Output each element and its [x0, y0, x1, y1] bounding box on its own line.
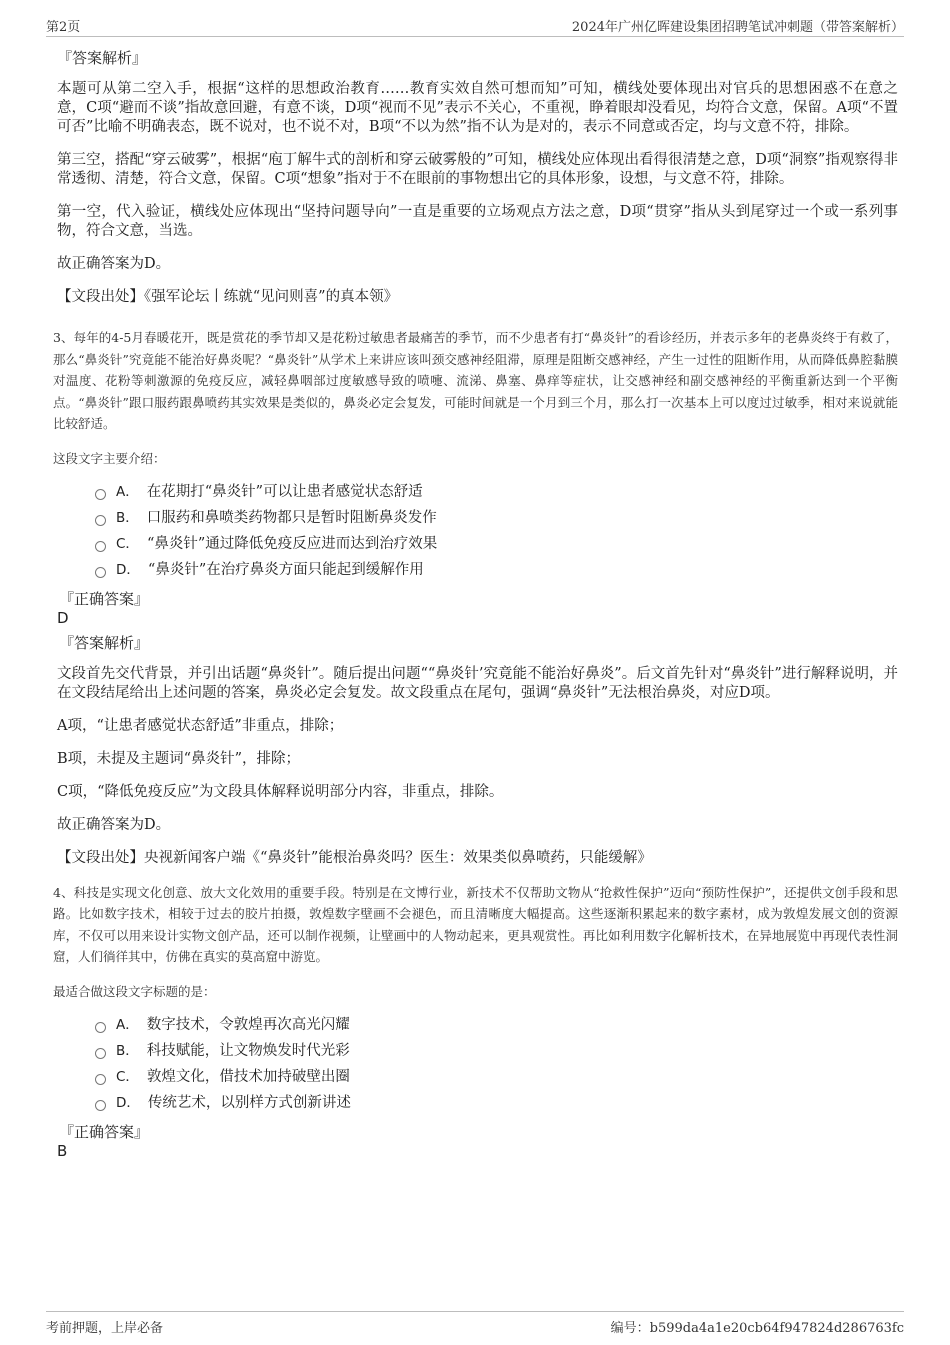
page-number: 第2页	[46, 20, 81, 35]
question-prompt: 这段文字主要介绍：	[53, 450, 166, 466]
page-header	[46, 14, 904, 37]
radio-icon[interactable]	[95, 515, 106, 526]
question-text: 3、每年的4-5月春暖花开，既是赏花的季节却又是花粉过敏患者最痛苦的季节，而不少患者有打“鼻炎针”的看诊经历，并表示多年的老鼻炎终于有救了，那么“鼻炎针”究竟能不能治好鼻炎呢？“鼻炎针”从学术上来讲应该叫颈交感神经阻滞，原理是阻断交感神经，产生一过性的阻断作用，从而降低鼻腔黏膜对温度、花粉等刺激源的免疫反应，减轻鼻咽部过度敏感导致的喷嚏、流涕、鼻塞、鼻痒等症状，让交感神经和副交感神经的平衡重新达到一个平衡点。“鼻炎针”跟口服药跟鼻喷药其实效果是类似的，鼻炎必定会复发，可能时间就是一个月到三个月，那么打一次基本上可以度过过敏季，相对来说就能比较舒适。	[53, 330, 898, 431]
option-a[interactable]: A． 在花期打“鼻炎针”可以让患者感觉状态舒适	[95, 479, 898, 505]
correct-answer-label: 『正确答案』	[59, 1122, 150, 1141]
correct-answer-value: B	[57, 1141, 68, 1160]
analysis-paragraph: B项，未提及主题词“鼻炎针”，排除；	[57, 750, 300, 767]
page-content	[53, 44, 898, 1160]
options-list	[95, 1012, 898, 1116]
document-code: 编号：b599da4a1e20cb64f947824d286763fc	[610, 1321, 904, 1336]
footer-slogan: 考前押题，上岸必备	[46, 1321, 164, 1336]
option-c[interactable]: C． 敦煌文化，借技术加持破壁出圈	[95, 1064, 898, 1090]
analysis-conclusion: 故正确答案为D。	[57, 256, 171, 272]
analysis-paragraph: 文段首先交代背景，并引出话题“鼻炎针”。随后提出问题““鼻炎针’究竟能不能治好鼻炎”。后文首先针对“鼻炎针”进行解释说明，并在文段结尾给出上述问题的答案，鼻炎必定会复发。故文段重点在尾句，强调“鼻炎针”无法根治鼻炎，对应D项。	[57, 665, 898, 701]
analysis-label: 『答案解析』	[57, 49, 148, 67]
radio-icon[interactable]	[95, 1048, 106, 1059]
analysis-paragraph: 本题可从第二空入手，根据“这样的思想政治教育……教育实效自然可想而知”可知，横线处要体现出对官兵的思想困惑不在意之意，C项“避而不谈”指故意回避，有意不谈，D项“视而不见”表示不关心，不重视，睁着眼却没看见，均符合文意，保留。A项“不置可否”比喻不明确表态，既不说对，也不说不对，B项“不以为然”指不认为是对的，表示不同意或否定，均与文意不符，排除。	[57, 81, 898, 135]
option-c[interactable]: C． “鼻炎针”通过降低免疫反应进而达到治疗效果	[95, 531, 898, 557]
radio-icon[interactable]	[95, 1074, 106, 1085]
analysis-paragraph: 第一空，代入验证，横线处应体现出“坚持问题导向”一直是重要的立场观点方法之意，D项“贯穿”指从头到尾穿过一个或一系列事物，符合文意，当选。	[57, 204, 898, 239]
source-citation: 【文段出处】央视新闻客户端《“鼻炎针”能根治鼻炎吗？医生：效果类似鼻喷药，只能缓解》	[57, 849, 652, 866]
correct-answer-label: 『正确答案』	[59, 589, 150, 608]
document-title: 2024年广州亿晖建设集团招聘笔试冲刺题（带答案解析）	[571, 20, 904, 35]
correct-answer-value: D	[57, 608, 69, 627]
question-prompt: 最适合做这段文字标题的是：	[53, 983, 216, 999]
question-text: 4、科技是实现文化创意、放大文化效用的重要手段。特别是在文博行业，新技术不仅帮助文物从“抢救性保护”迈向“预防性保护”，还提供文创手段和思路。比如数字技术，相较于过去的胶片拍摄，敦煌数字壁画不会褪色，而且清晰度大幅提高。这些逐渐积累起来的数字素材，成为敦煌发展文创的资源库，不仅可以用来设计实物文创产品，还可以制作视频，让壁画中的人物动起来，更具观赏性。再比如利用数字化解析技术，在异地展览中再现代表性洞窟，人们徜徉其中，仿佛在真实的莫高窟中游览。	[53, 884, 898, 964]
source-citation: 【文段出处】《强军论坛丨练就“见问则喜”的真本领》	[57, 289, 399, 305]
option-b[interactable]: B． 科技赋能，让文物焕发时代光彩	[95, 1038, 898, 1064]
option-d[interactable]: D． “鼻炎针”在治疗鼻炎方面只能起到缓解作用	[95, 557, 898, 583]
analysis-paragraph: C项，“降低免疫反应”为文段具体解释说明部分内容，非重点，排除。	[57, 783, 504, 800]
radio-icon[interactable]	[95, 489, 106, 500]
analysis-paragraph: A项，“让患者感觉状态舒适”非重点，排除；	[57, 717, 344, 734]
radio-icon[interactable]	[95, 567, 106, 578]
analysis-conclusion: 故正确答案为D。	[57, 816, 171, 833]
analysis-label: 『答案解析』	[59, 633, 150, 652]
page-footer	[46, 1311, 904, 1336]
option-d[interactable]: D． 传统艺术，以别样方式创新讲述	[95, 1090, 898, 1116]
option-b[interactable]: B． 口服药和鼻喷类药物都只是暂时阻断鼻炎发作	[95, 505, 898, 531]
radio-icon[interactable]	[95, 1100, 106, 1111]
analysis-paragraph: 第三空，搭配“穿云破雾”，根据“庖丁解牛式的剖析和穿云破雾般的”可知，横线处应体现出看得很清楚之意，D项“洞察”指观察得非常透彻、清楚，符合文意，保留。C项“想象”指对于不在眼前的事物想出它的具体形象，设想，与文意不符，排除。	[57, 152, 898, 187]
radio-icon[interactable]	[95, 541, 106, 552]
option-a[interactable]: A． 数字技术，令敦煌再次高光闪耀	[95, 1012, 898, 1038]
options-list	[95, 479, 898, 583]
radio-icon[interactable]	[95, 1022, 106, 1033]
